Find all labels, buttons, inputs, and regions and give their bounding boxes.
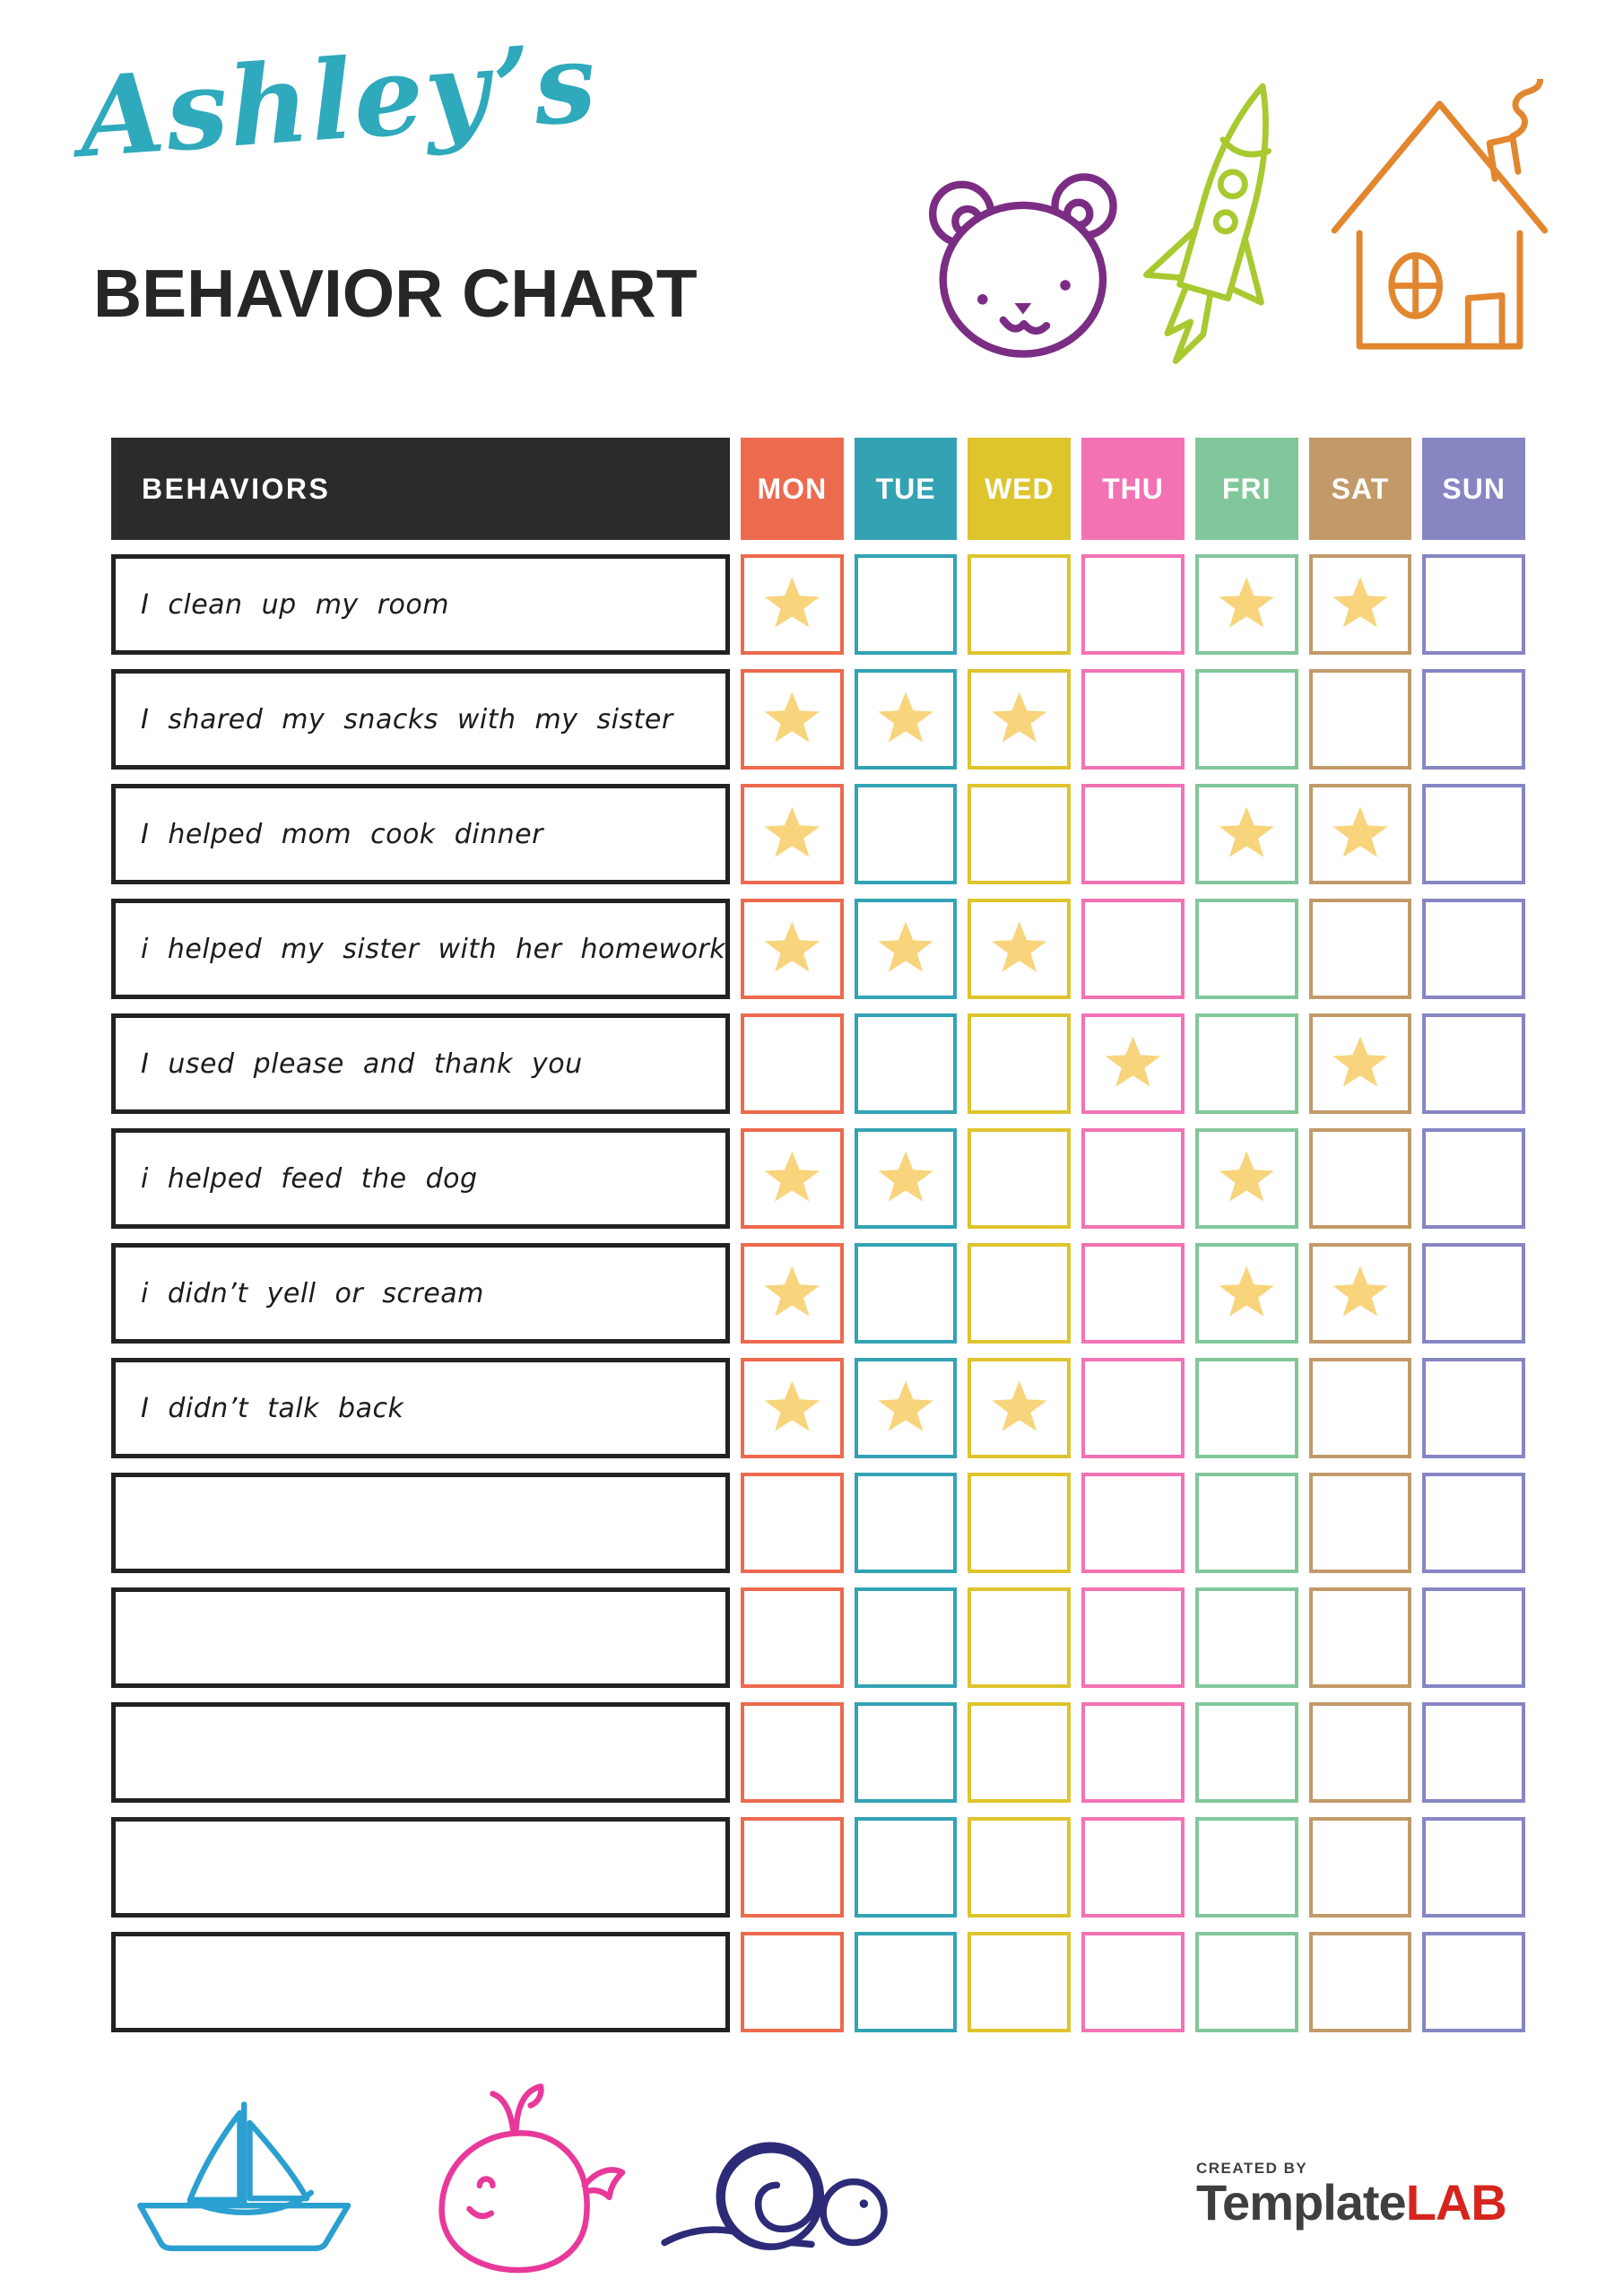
day-cell-mon-row13[interactable] — [741, 1932, 844, 2032]
day-cell-tue-row6[interactable] — [855, 1128, 958, 1229]
day-cell-sun-row6[interactable] — [1422, 1128, 1525, 1229]
day-cell-mon-row4[interactable] — [741, 899, 844, 999]
behavior-label-cell-5[interactable]: I used please and thank you — [111, 1013, 730, 1114]
day-cell-mon-row8[interactable] — [741, 1358, 844, 1458]
rocket-icon — [1128, 70, 1315, 391]
day-cell-wed-row6[interactable] — [968, 1128, 1071, 1229]
day-cell-sat-row9[interactable] — [1309, 1473, 1412, 1573]
star-icon — [1218, 1152, 1275, 1206]
day-cell-fri-row3[interactable] — [1195, 784, 1298, 884]
day-cell-mon-row6[interactable] — [741, 1128, 844, 1229]
day-header-fri: FRI — [1195, 438, 1298, 540]
day-cell-sat-row11[interactable] — [1309, 1702, 1412, 1803]
day-cell-thu-row6[interactable] — [1081, 1128, 1185, 1229]
day-cell-tue-row3[interactable] — [855, 784, 958, 884]
day-cell-sun-row10[interactable] — [1422, 1587, 1525, 1688]
day-header-sun: SUN — [1422, 438, 1525, 540]
star-icon — [1218, 807, 1275, 862]
star-icon — [991, 1381, 1048, 1436]
day-cell-sat-row13[interactable] — [1309, 1932, 1412, 2032]
day-cell-sun-row8[interactable] — [1422, 1358, 1525, 1458]
day-cell-sat-row4[interactable] — [1309, 899, 1412, 999]
star-icon — [877, 1152, 934, 1206]
day-header-sat: SAT — [1309, 438, 1412, 540]
day-cell-tue-row2[interactable] — [855, 669, 958, 770]
day-cell-sun-row2[interactable] — [1422, 669, 1525, 770]
day-cell-wed-row5[interactable] — [968, 1013, 1071, 1114]
day-cell-wed-row4[interactable] — [968, 899, 1071, 999]
day-cell-sun-row12[interactable] — [1422, 1817, 1525, 1918]
behavior-label-cell-11[interactable] — [111, 1702, 730, 1803]
day-cell-tue-row11[interactable] — [855, 1702, 958, 1803]
day-cell-sat-row8[interactable] — [1309, 1358, 1412, 1458]
day-cell-sun-row13[interactable] — [1422, 1932, 1525, 2032]
day-cell-mon-row5[interactable] — [741, 1013, 844, 1114]
day-cell-sun-row3[interactable] — [1422, 784, 1525, 884]
day-cell-sun-row1[interactable] — [1422, 554, 1525, 655]
star-icon — [991, 922, 1048, 977]
day-cell-fri-row6[interactable] — [1195, 1128, 1298, 1229]
day-header-tue: TUE — [855, 438, 958, 540]
day-cell-fri-row12[interactable] — [1195, 1817, 1298, 1918]
whale-icon — [405, 2054, 646, 2285]
day-cell-thu-row4[interactable] — [1081, 899, 1185, 999]
day-header-mon: MON — [741, 438, 844, 540]
day-cell-thu-row11[interactable] — [1081, 1702, 1185, 1803]
day-cell-fri-row11[interactable] — [1195, 1702, 1298, 1803]
templatelab-logo[interactable] — [1196, 2160, 1506, 2231]
day-cell-sat-row2[interactable] — [1309, 669, 1412, 770]
day-cell-fri-row4[interactable] — [1195, 899, 1298, 999]
day-cell-tue-row7[interactable] — [855, 1243, 958, 1344]
day-cell-sun-row4[interactable] — [1422, 899, 1525, 999]
day-cell-thu-row12[interactable] — [1081, 1817, 1185, 1918]
day-cell-fri-row2[interactable] — [1195, 669, 1298, 770]
day-cell-tue-row8[interactable] — [855, 1358, 958, 1458]
snail-icon — [651, 2109, 913, 2273]
day-cell-fri-row5[interactable] — [1195, 1013, 1298, 1114]
day-cell-tue-row13[interactable] — [855, 1932, 958, 2032]
day-cell-wed-row1[interactable] — [968, 554, 1071, 655]
day-cell-tue-row5[interactable] — [855, 1013, 958, 1114]
day-cell-thu-row5[interactable] — [1081, 1013, 1185, 1114]
star-icon — [763, 692, 820, 747]
day-cell-sat-row3[interactable] — [1309, 784, 1412, 884]
star-icon — [1332, 1037, 1389, 1091]
behavior-label-cell-2[interactable]: I shared my snacks with my sister — [111, 669, 730, 770]
day-cell-thu-row13[interactable] — [1081, 1932, 1185, 2032]
star-icon — [1104, 1037, 1161, 1091]
brand-template: Template — [1196, 2174, 1406, 2231]
day-cell-fri-row9[interactable] — [1195, 1473, 1298, 1573]
star-icon — [1218, 1266, 1275, 1321]
day-cell-mon-row12[interactable] — [741, 1817, 844, 1918]
behavior-label-cell-1[interactable]: I clean up my room — [111, 554, 730, 655]
day-cell-wed-row8[interactable] — [968, 1358, 1071, 1458]
behavior-label-cell-3[interactable]: I helped mom cook dinner — [111, 784, 730, 884]
day-cell-wed-row3[interactable] — [968, 784, 1071, 884]
page-title-script: Ashley’s — [74, 16, 602, 183]
day-cell-mon-row2[interactable] — [741, 669, 844, 770]
sailboat-icon — [127, 2070, 362, 2283]
day-cell-tue-row10[interactable] — [855, 1587, 958, 1688]
star-icon — [991, 692, 1048, 747]
day-cell-sun-row5[interactable] — [1422, 1013, 1525, 1114]
day-cell-fri-row7[interactable] — [1195, 1243, 1298, 1344]
day-cell-fri-row8[interactable] — [1195, 1358, 1298, 1458]
day-cell-mon-row11[interactable] — [741, 1702, 844, 1803]
star-icon — [1332, 578, 1389, 632]
behavior-chart-table — [111, 438, 1525, 2032]
day-cell-thu-row10[interactable] — [1081, 1587, 1185, 1688]
day-cell-thu-row8[interactable] — [1081, 1358, 1185, 1458]
day-header-thu: THU — [1081, 438, 1185, 540]
created-by-label: CREATED BY — [1196, 2160, 1308, 2177]
day-cell-tue-row4[interactable] — [855, 899, 958, 999]
day-cell-tue-row9[interactable] — [855, 1473, 958, 1573]
behavior-label-cell-10[interactable] — [111, 1587, 730, 1688]
behavior-label-cell-12[interactable] — [111, 1817, 730, 1918]
day-cell-wed-row10[interactable] — [968, 1587, 1071, 1688]
day-cell-thu-row1[interactable] — [1081, 554, 1185, 655]
day-cell-sat-row5[interactable] — [1309, 1013, 1412, 1114]
day-cell-sat-row12[interactable] — [1309, 1817, 1412, 1918]
day-cell-thu-row3[interactable] — [1081, 784, 1185, 884]
day-cell-fri-row1[interactable] — [1195, 554, 1298, 655]
star-icon — [1332, 1266, 1389, 1321]
day-cell-thu-row7[interactable] — [1081, 1243, 1185, 1344]
star-icon — [763, 1381, 820, 1436]
day-cell-wed-row2[interactable] — [968, 669, 1071, 770]
behavior-label-cell-4[interactable]: i helped my sister with her homework — [111, 899, 730, 999]
house-icon — [1322, 79, 1562, 364]
day-cell-mon-row7[interactable] — [741, 1243, 844, 1344]
day-cell-wed-row12[interactable] — [968, 1817, 1071, 1918]
day-cell-thu-row2[interactable] — [1081, 669, 1185, 770]
behavior-label-cell-6[interactable]: i helped feed the dog — [111, 1128, 730, 1229]
day-cell-sun-row9[interactable] — [1422, 1473, 1525, 1573]
day-cell-sat-row7[interactable] — [1309, 1243, 1412, 1344]
star-icon — [763, 1152, 820, 1206]
star-icon — [763, 578, 820, 632]
day-cell-fri-row10[interactable] — [1195, 1587, 1298, 1688]
behaviors-column-header: BEHAVIORS — [111, 438, 730, 540]
day-cell-wed-row7[interactable] — [968, 1243, 1071, 1344]
day-cell-sun-row11[interactable] — [1422, 1702, 1525, 1803]
day-cell-sat-row10[interactable] — [1309, 1587, 1412, 1688]
behavior-label-cell-9[interactable] — [111, 1473, 730, 1573]
day-cell-wed-row9[interactable] — [968, 1473, 1071, 1573]
day-cell-sat-row1[interactable] — [1309, 554, 1412, 655]
behavior-label-cell-8[interactable]: I didn’t talk back — [111, 1358, 730, 1458]
day-cell-wed-row13[interactable] — [968, 1932, 1071, 2032]
star-icon — [1332, 807, 1389, 862]
day-cell-mon-row3[interactable] — [741, 784, 844, 884]
day-cell-wed-row11[interactable] — [968, 1702, 1071, 1803]
star-icon — [1218, 578, 1275, 632]
behavior-label-cell-13[interactable] — [111, 1932, 730, 2032]
day-cell-sun-row7[interactable] — [1422, 1243, 1525, 1344]
day-cell-sat-row6[interactable] — [1309, 1128, 1412, 1229]
brand-lab: LAB — [1405, 2174, 1506, 2231]
star-icon — [877, 922, 934, 977]
day-header-wed: WED — [968, 438, 1071, 540]
behavior-label-cell-7[interactable]: i didn’t yell or scream — [111, 1243, 730, 1344]
page-title-main: BEHAVIOR CHART — [93, 256, 698, 331]
day-cell-fri-row13[interactable] — [1195, 1932, 1298, 2032]
day-cell-tue-row1[interactable] — [855, 554, 958, 655]
star-icon — [763, 1266, 820, 1321]
star-icon — [877, 1381, 934, 1436]
day-cell-tue-row12[interactable] — [855, 1817, 958, 1918]
day-cell-mon-row9[interactable] — [741, 1473, 844, 1573]
star-icon — [763, 807, 820, 862]
day-cell-thu-row9[interactable] — [1081, 1473, 1185, 1573]
day-cell-mon-row10[interactable] — [741, 1587, 844, 1688]
teddy-bear-icon — [922, 169, 1130, 361]
star-icon — [877, 692, 934, 747]
star-icon — [763, 922, 820, 977]
day-cell-mon-row1[interactable] — [741, 554, 844, 655]
